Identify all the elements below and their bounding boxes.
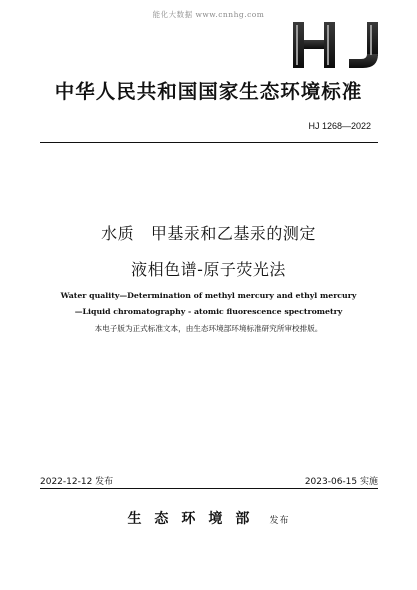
title-english-line1: Water quality—Determination of methyl mercury and ethyl mercury [60, 291, 357, 300]
publisher-line [0, 508, 417, 528]
issuing-standard-category: 中华人民共和国国家生态环境标准 [54, 80, 363, 103]
issue-date: 2022-12-12 发布 [40, 477, 114, 487]
watermark-text: 能化大数据 www.cnnhg.com [152, 10, 265, 19]
standard-number: HJ 1268—2022 [308, 121, 371, 131]
publisher-name: 生态环境部 [127, 511, 263, 527]
title-chinese-line2: 液相色谱-原子荧光法 [131, 260, 286, 279]
title-english-line2: —Liquid chromatography - atomic fluorescence spectrometry [74, 307, 343, 316]
header-divider [40, 142, 378, 143]
footer-divider [40, 488, 378, 489]
electronic-edition-note: 本电子版为正式标准文本，由生态环境部环境标准研究所审校排版。 [94, 324, 323, 333]
title-chinese-line1: 水质 甲基汞和乙基汞的测定 [101, 224, 316, 243]
hj-logo [291, 20, 383, 70]
implementation-date: 2023-06-15 实施 [304, 477, 378, 487]
publisher-suffix: 发布 [269, 516, 290, 526]
